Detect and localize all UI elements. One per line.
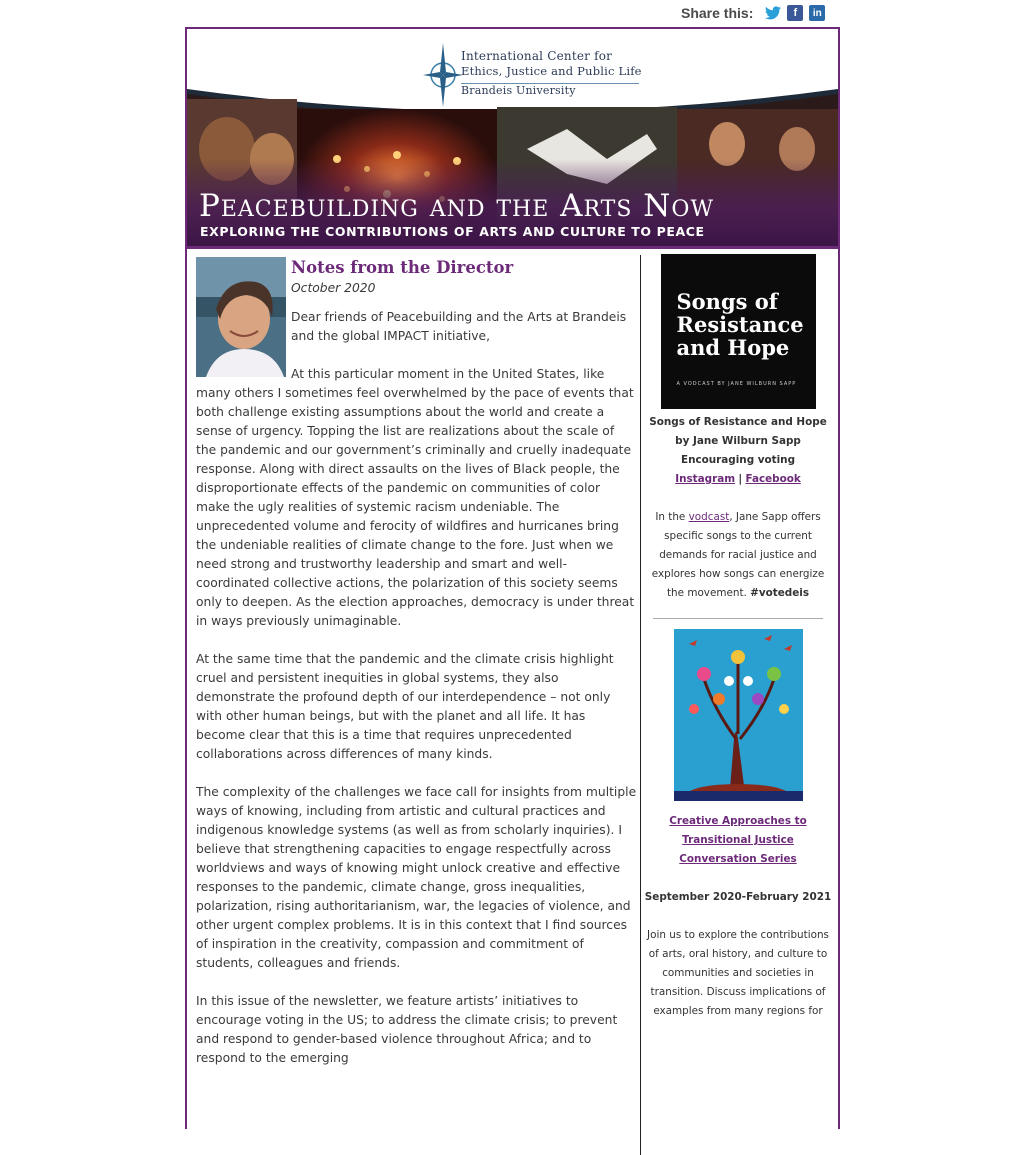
- desc-post: , Jane Sapp offers specific songs to the current demands for racial justice and explores how songs can energize the movement.: [651, 511, 825, 599]
- podcast-cover-title: Songs of Resistance and Hope: [676, 289, 804, 360]
- article-title: Notes from the Director: [291, 258, 514, 277]
- banner-subtitle: EXPLORING THE CONTRIBUTIONS OF ARTS AND CULTURE TO PEACE: [200, 224, 705, 239]
- link-separator: |: [738, 473, 743, 485]
- article-paragraph: The complexity of the challenges we face call for insights from multiple ways of knowing, including from artistic and cultural practices and indigenous knowledge systems (as well as from scholarly inquiries). I believe that strengthening capacities to engage respectfully across worldviews and ways of knowing might unlock creative and effective responses to the pandemic, climate change, gross inequalities, polarization, rising authoritarianism, war, the legacies of violence, and other urgent complex problems. It is in this context that I find sources of inspiration in the creativity, compassion and commitment of students, colleagues and friends.: [196, 785, 637, 970]
- article-paragraph: At the same time that the pandemic and the climate crisis highlight cruel and persistent inequities in global systems, they also demonstrate the profound depth of our interdependence – not only with other human beings, but with the planet and all life. It has become clear that this is a time that requires unprecedented collaborations across differences of many kinds.: [196, 652, 614, 761]
- newsletter-frame: [185, 27, 840, 1129]
- series-link[interactable]: Creative Approaches to Transitional Justice Conversation Series: [669, 815, 807, 865]
- director-photo: [196, 257, 286, 377]
- article-date: October 2020: [291, 281, 376, 295]
- podcast-tag: Encouraging voting: [680, 454, 796, 466]
- series-description: Join us to explore the contributions of arts, oral history, and culture to communities and societies in transition. Discuss implications of examples from many regions for: [647, 929, 829, 1017]
- logo-line-3: Brandeis University: [461, 84, 576, 97]
- sidebar: [643, 254, 833, 1021]
- linkedin-icon[interactable]: in: [809, 5, 825, 21]
- podcast-cover-byline: A VODCAST BY JANE WILBURN SAPP: [676, 381, 797, 387]
- instagram-link[interactable]: Instagram: [675, 473, 736, 485]
- sidebar-divider: [653, 618, 823, 619]
- hashtag: #votedeis: [750, 587, 810, 599]
- header-divider: [187, 246, 838, 249]
- logo-text: [461, 49, 642, 98]
- facebook-icon[interactable]: f: [787, 5, 803, 21]
- banner-title: Peacebuilding and the Arts Now: [199, 188, 715, 224]
- article-paragraph: Dear friends of Peacebuilding and the Arts at Brandeis and the global IMPACT initiative,: [291, 310, 627, 343]
- podcast-description: [643, 508, 833, 603]
- institution-logo[interactable]: [423, 41, 653, 111]
- article-paragraph: At this particular moment in the United States, like many others I sometimes feel overwhelmed by the pace of events that both challenge existing assumptions about the world and create a sense of urgency. Topping the list are realizations about the scale of the pandemic and our government’s criminally and cruelly inadequate response. Along with direct assaults on the lives of Black people, the disproportionate effects of the pandemic on communities of color make the ugly realities of systemic racism undeniable. The unprecedented volume and ferocity of wildfires and hurricanes bring the undeniable realities of climate change to the fore. Just when we need strong and trustworthy leadership and smart and well-coordinated collective actions, the polarization of this society seems only to deepen. As the election approaches, democracy is under threat in ways previously unimaginable.: [196, 367, 635, 628]
- tree-artwork-image[interactable]: [674, 629, 803, 801]
- podcast-author: by Jane Wilburn Sapp: [675, 435, 801, 447]
- series-dates: September 2020-February 2021: [644, 891, 832, 903]
- logo-line-1: International Center for: [461, 49, 613, 63]
- newsletter-header: [187, 29, 838, 246]
- podcast-cover-image[interactable]: [661, 254, 816, 409]
- article-paragraph: In this issue of the newsletter, we feature artists’ initiatives to encourage voting in the US; to address the climate crisis; to prevent and respond to gender-based violence throughout Africa; and to respond to the emerging: [196, 994, 618, 1065]
- podcast-name: Songs of Resistance and Hope: [649, 416, 827, 428]
- logo-rule: [461, 83, 639, 84]
- vodcast-link[interactable]: vodcast: [688, 511, 730, 523]
- facebook-link[interactable]: Facebook: [745, 473, 801, 485]
- compass-rose-icon: [423, 41, 463, 107]
- director-notes-column: [196, 257, 637, 1087]
- column-divider: [640, 255, 641, 1155]
- logo-line-2: Ethics, Justice and Public Life: [461, 64, 642, 78]
- desc-pre: In the: [655, 511, 686, 523]
- share-label: Share this:: [681, 5, 754, 21]
- share-bar: [681, 3, 825, 23]
- twitter-icon[interactable]: [765, 5, 781, 21]
